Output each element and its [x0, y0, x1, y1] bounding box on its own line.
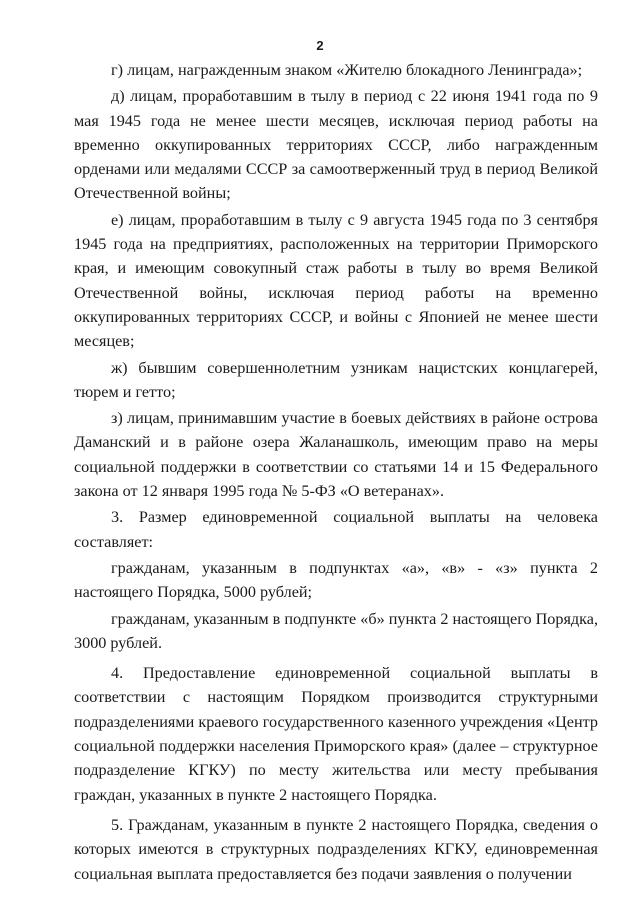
- paragraph-point-3: 3. Размер единовременной социальной выплаты на человека составляет:: [74, 508, 598, 551]
- page-number: 2: [316, 38, 324, 53]
- paragraph-item-z: з) лицам, принимавшим участие в боевых действиях в районе острова Даманский и в районе озера Жаланашколь, имеющим право на меры социальной поддержки в соответствии со статьями 14 и 15 Федерального закона от 12 января 1995 года № 5-ФЗ «О ветеранах».: [74, 409, 598, 501]
- paragraph-item-d: д) лицам, проработавшим в тылу в период с 22 июня 1941 года по 9 мая 1945 года не менее шести месяцев, исключая период работы на временно оккупированных территориях СССР, либо награжденным орденами или медалями СССР за самоотверженный труд в период Великой Отечественной войны;: [74, 87, 598, 203]
- paragraph-amount-5000: гражданам, указанным в подпунктах «а», «в» - «з» пункта 2 настоящего Порядка, 5000 рублей;: [74, 558, 598, 602]
- document-body: [74, 58, 598, 886]
- paragraph-item-g: г) лицам, награжденным знаком «Жителю блокадного Ленинграда»;: [111, 61, 583, 79]
- paragraph-point-5: 5. Гражданам, указанным в пункте 2 настоящего Порядка, сведения о которых имеются в структурных подразделениях КГКУ, единовременная социальная выплата предоставляется без подачи заявления о получении: [74, 815, 598, 883]
- paragraph-item-zh: ж) бывшим совершеннолетним узникам нацистских концлагерей, тюрем и гетто;: [74, 358, 598, 401]
- paragraph-amount-3000: гражданам, указанным в подпункте «б» пункта 2 настоящего Порядка, 3000 рублей.: [74, 609, 599, 652]
- paragraph-item-e: е) лицам, проработавшим в тылу с 9 августа 1945 года по 3 сентября 1945 года на предприятиях, расположенных на территории Приморского края, и имеющим совокупный стаж работы в тылу во время Великой Отечественной войны, исключая период работы на временно оккупированных территориях СССР, и войны с Японией не менее шести месяцев;: [74, 210, 598, 351]
- paragraph-point-4: 4. Предоставление единовременной социальной выплаты в соответствии с настоящим Порядком производится структурными подразделениями краевого государственного казенного учреждения «Центр социальной поддержки населения Приморского края» (далее – структурное подразделение КГКУ) по месту жительства или месту пребывания граждан, указанных в пункте 2 настоящего Порядка.: [74, 664, 598, 804]
